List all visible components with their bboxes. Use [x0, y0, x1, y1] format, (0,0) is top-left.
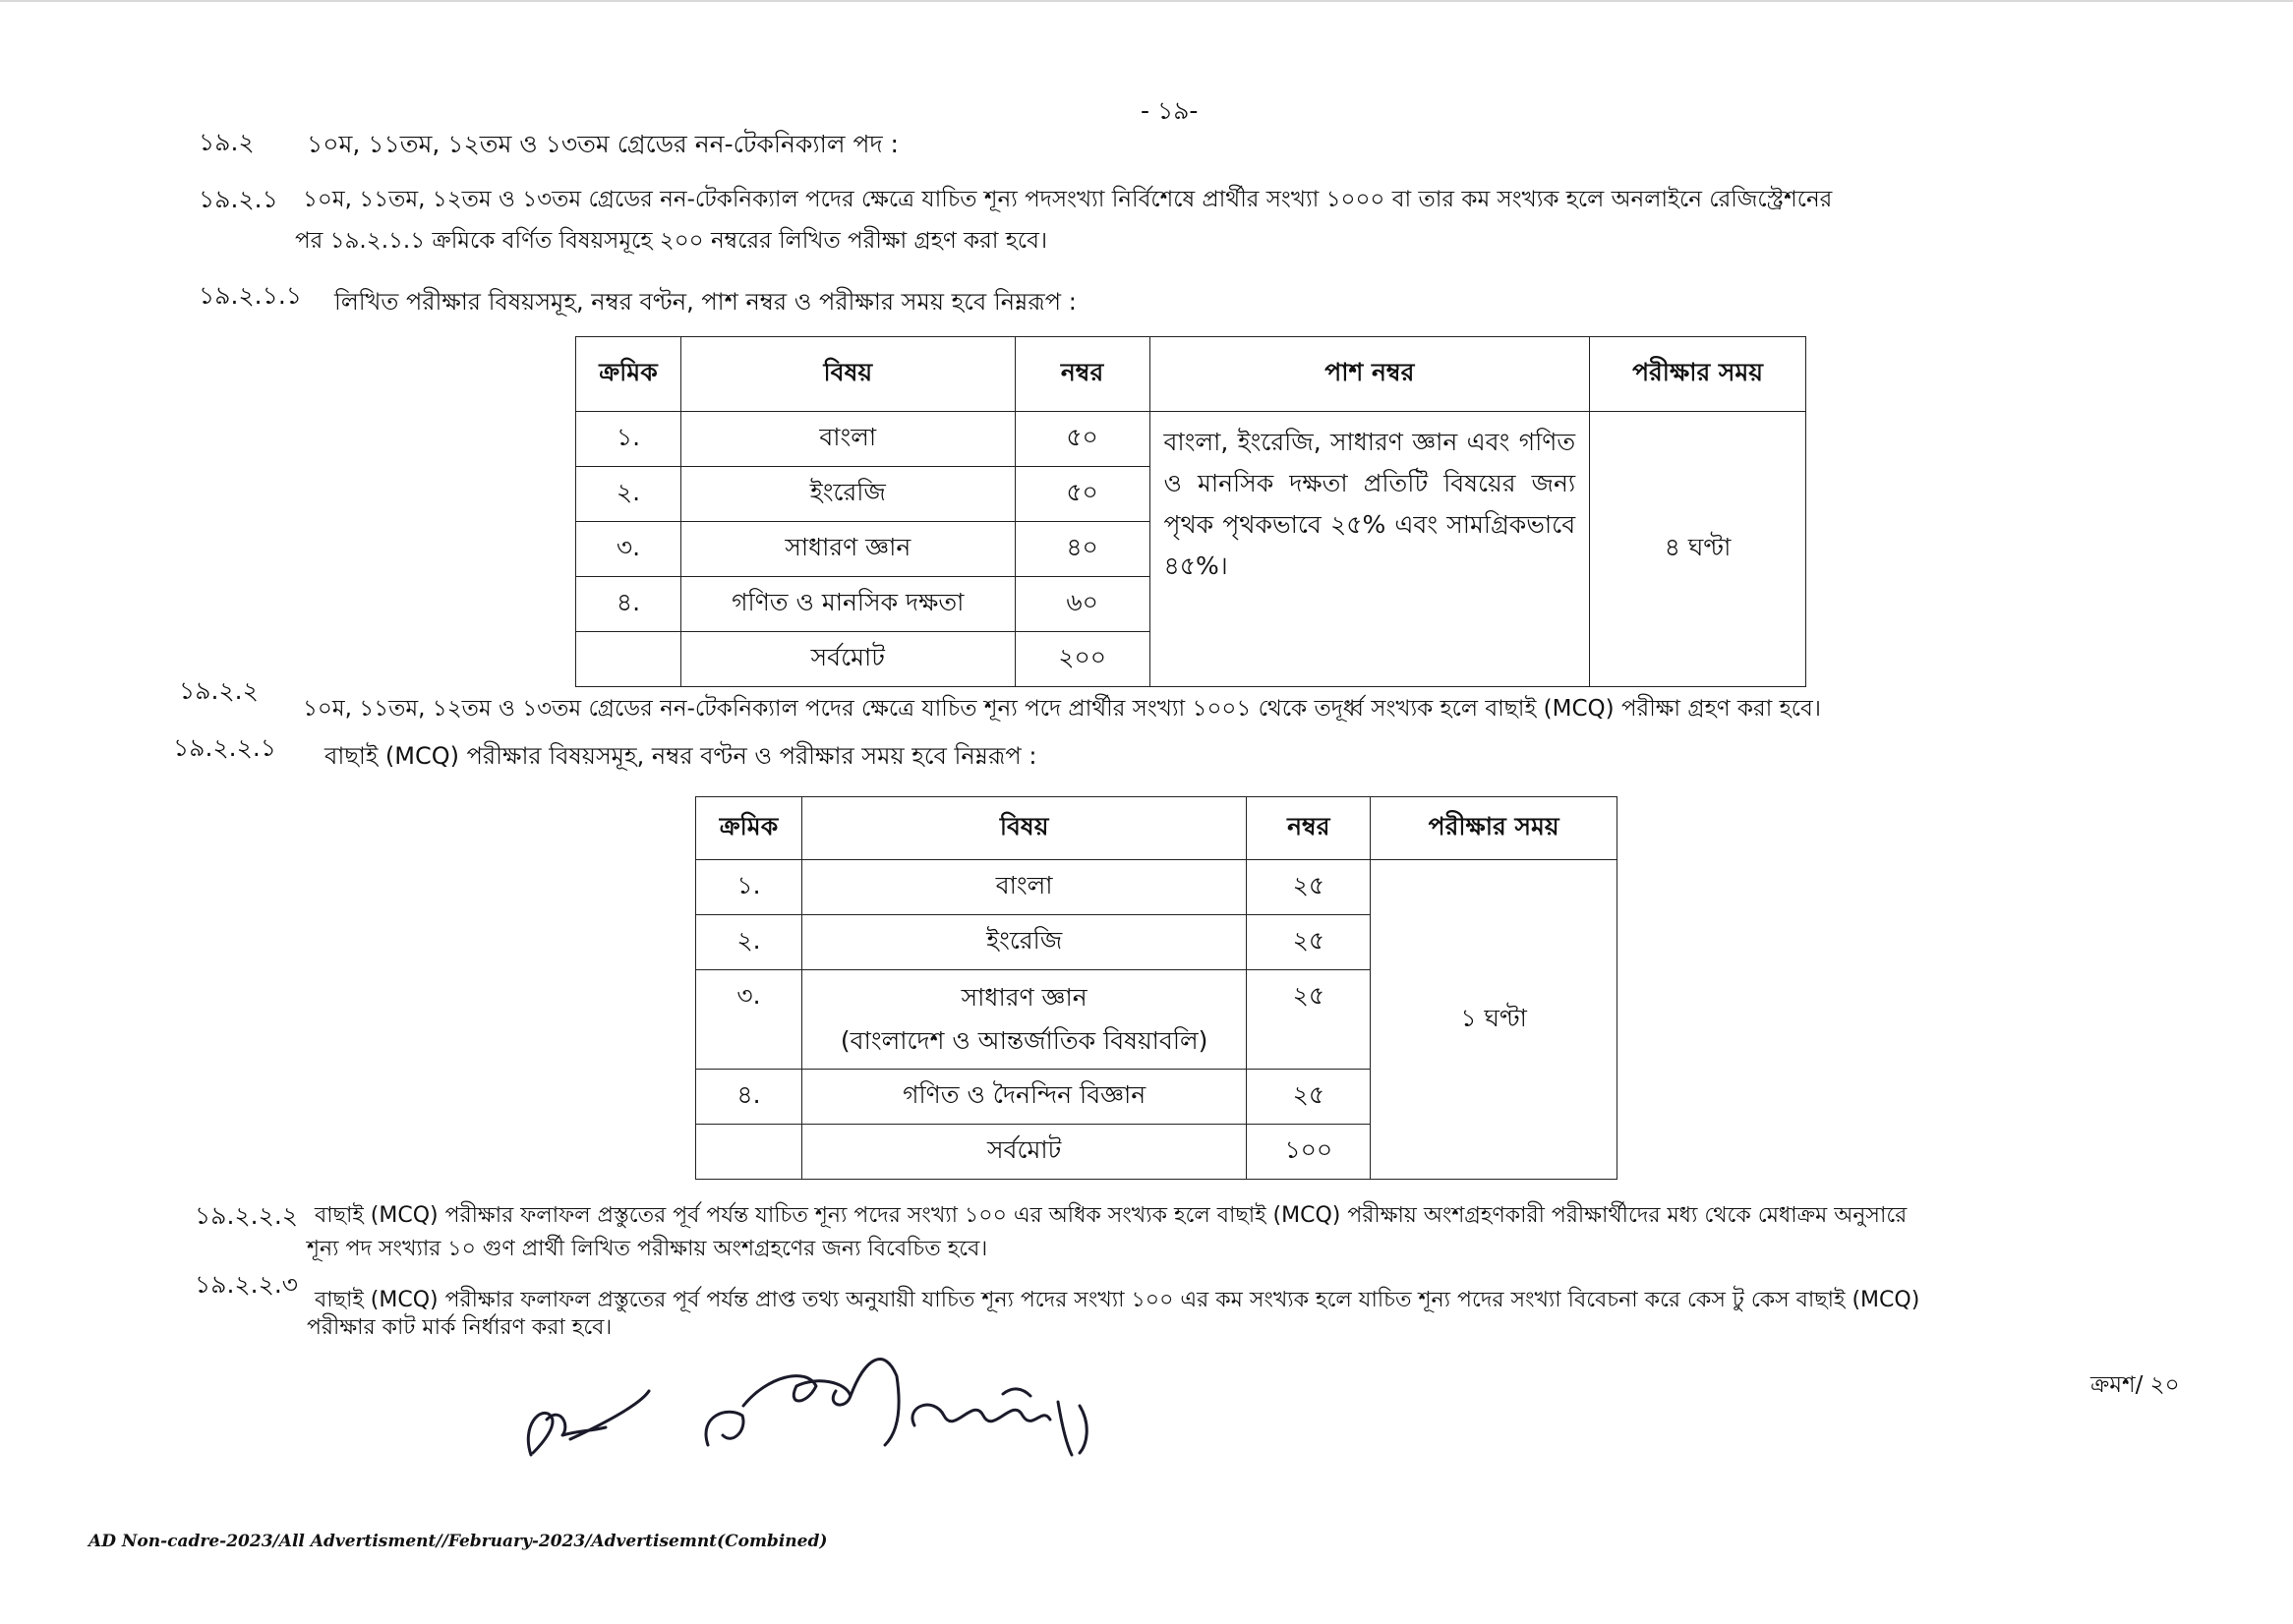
table1-serial: ৪.	[576, 577, 681, 632]
table2-header-serial: ক্রমিক	[696, 797, 802, 860]
table1-header-pass-marks: পাশ নম্বর	[1149, 337, 1590, 412]
section-19-2-2-1-text: বাছাই (MCQ) পরীক্ষার বিষয়সমূহ, নম্বর বণ্টন ও পরীক্ষার সময় হবে নিম্নরূপ :	[324, 742, 1037, 770]
table2-total-value: ১০০	[1247, 1125, 1371, 1180]
mcq-exam-table	[695, 796, 1617, 1180]
table2-serial: ২.	[696, 915, 802, 970]
table1-marks: ৬০	[1015, 577, 1149, 632]
section-number-19-2-2-2: ১৯.২.২.২	[195, 1201, 299, 1230]
table1-exam-time: ৪ ঘণ্টা	[1590, 412, 1806, 687]
footer-reference: AD Non-cadre-2023/All Advertisment//February-2023/Advertisemnt(Combined)	[88, 1532, 828, 1551]
section-number-19-2: ১৯.২	[199, 128, 255, 156]
section-number-19-2-2-1: ১৯.২.২.১	[173, 733, 277, 762]
table1-total-label: সর্বমোট	[680, 632, 1015, 687]
table1-header-exam-time: পরীক্ষার সময়	[1590, 337, 1806, 412]
section-19-2-1-line2: পর ১৯.২.১.১ ক্রমিকে বর্ণিত বিষয়সমূহে ২০০ নম্বরের লিখিত পরীক্ষা গ্রহণ করা হবে।	[295, 228, 1048, 254]
table2-empty-cell	[696, 1125, 802, 1180]
table2-serial: ৩.	[696, 970, 802, 1070]
table1-subject: বাংলা	[680, 412, 1015, 467]
table1-serial: ১.	[576, 412, 681, 467]
table2-serial: ৪.	[696, 1070, 802, 1125]
table2-marks: ২৫	[1247, 970, 1371, 1070]
section-heading-19-2: ১০ম, ১১তম, ১২তম ও ১৩তম গ্রেডের নন-টেকনিক্যাল পদ :	[307, 130, 899, 158]
table-row	[576, 412, 1806, 467]
table2-marks: ২৫	[1247, 915, 1371, 970]
handwritten-signatures	[511, 1337, 1121, 1475]
table2-subject: গণিত ও দৈনন্দিন বিজ্ঞান	[801, 1070, 1246, 1125]
section-number-19-2-2: ১৯.২.২	[179, 676, 259, 705]
table2-exam-time: ১ ঘণ্টা	[1371, 860, 1617, 1180]
table2-header-subject: বিষয়	[801, 797, 1246, 860]
table1-header-subject: বিষয়	[680, 337, 1015, 412]
table1-marks: ৪০	[1015, 522, 1149, 577]
table-row	[696, 860, 1617, 915]
table1-subject: গণিত ও মানসিক দক্ষতা	[680, 577, 1015, 632]
section-number-19-2-1-1: ১৯.২.১.১	[199, 281, 302, 310]
table1-empty-cell	[576, 632, 681, 687]
section-19-2-1-1-text: লিখিত পরীক্ষার বিষয়সমূহ, নম্বর বণ্টন, পাশ নম্বর ও পরীক্ষার সময় হবে নিম্নরূপ :	[334, 288, 1077, 316]
table2-subject: সাধারণ জ্ঞান	[961, 983, 1088, 1012]
section-number-19-2-1: ১৯.২.১	[199, 185, 278, 213]
table2-subject: বাংলা	[801, 860, 1246, 915]
table1-subject: ইংরেজি	[680, 467, 1015, 522]
section-19-2-2-2-line1: বাছাই (MCQ) পরীক্ষার ফলাফল প্রস্তুতের পূর্ব পর্যন্ত যাচিত শূন্য পদের সংখ্যা ১০০ এর অধিক সংখ্যক হলে বাছাই (MCQ) পরীক্ষায় অংশগ্রহণকারী পরীক্ষার্থীদের মধ্য থেকে মেধাক্রম অনুসারে	[315, 1203, 1908, 1228]
page-number: - ১৯-	[1141, 96, 1199, 125]
table1-header-marks: নম্বর	[1015, 337, 1149, 412]
scan-edge-line	[0, 0, 2293, 2]
table2-header-marks: নম্বর	[1247, 797, 1371, 860]
table2-marks: ২৫	[1247, 1070, 1371, 1125]
table1-pass-marks-text: বাংলা, ইংরেজি, সাধারণ জ্ঞান এবং গণিত ও মানসিক দক্ষতা প্রতিটি বিষয়ের জন্য পৃথক পৃথকভাবে ২৫% এবং সামগ্রিকভাবে ৪৫%।	[1149, 412, 1590, 687]
section-number-19-2-2-3: ১৯.২.২.৩	[195, 1270, 299, 1299]
section-19-2-2-2-line2: শূন্য পদ সংখ্যার ১০ গুণ প্রার্থী লিখিত পরীক্ষায় অংশগ্রহণের জন্য বিবেচিত হবে।	[307, 1237, 988, 1261]
section-19-2-2-text: ১০ম, ১১তম, ১২তম ও ১৩তম গ্রেডের নন-টেকনিক্যাল পদের ক্ষেত্রে যাচিত শূন্য পদে প্রার্থীর সংখ্যা ১০০১ থেকে তদূর্ধ্ব সংখ্যক হলে বাছাই (MCQ) পরীক্ষা গ্রহণ করা হবে।	[303, 696, 1822, 722]
table2-serial: ১.	[696, 860, 802, 915]
table1-subject: সাধারণ জ্ঞান	[680, 522, 1015, 577]
table2-subject-sub: (বাংলাদেশ ও আন্তর্জাতিক বিষয়াবলি)	[840, 1026, 1208, 1055]
section-19-2-2-3-line1: বাছাই (MCQ) পরীক্ষার ফলাফল প্রস্তুতের পূর্ব পর্যন্ত প্রাপ্ত তথ্য অনুযায়ী যাচিত শূন্য পদের সংখ্যা ১০০ এর কম সংখ্যক হলে যাচিত শূন্য পদের সংখ্যা বিবেচনা করে কেস টু কেস বাছাই (MCQ)	[315, 1288, 1920, 1312]
table1-marks: ৫০	[1015, 467, 1149, 522]
table2-subject-gk	[801, 970, 1246, 1070]
table2-marks: ২৫	[1247, 860, 1371, 915]
table1-total-value: ২০০	[1015, 632, 1149, 687]
written-exam-table	[575, 336, 1806, 687]
continued-label: ক্রমশ/ ২০	[2090, 1372, 2180, 1398]
section-19-2-1-line1: ১০ম, ১১তম, ১২তম ও ১৩তম গ্রেডের নন-টেকনিক্যাল পদের ক্ষেত্রে যাচিত শূন্য পদসংখ্যা নির্বিশেষে প্রার্থীর সংখ্যা ১০০০ বা তার কম সংখ্যক হলে অনলাইনে রেজিস্ট্রেশনের	[303, 187, 1833, 212]
section-19-2-2-3-line2: পরীক্ষার কাট মার্ক নির্ধারণ করা হবে।	[307, 1315, 613, 1340]
table1-serial: ৩.	[576, 522, 681, 577]
table2-subject: ইংরেজি	[801, 915, 1246, 970]
table2-header-exam-time: পরীক্ষার সময়	[1371, 797, 1617, 860]
table2-total-label: সর্বমোট	[801, 1125, 1246, 1180]
table1-marks: ৫০	[1015, 412, 1149, 467]
table1-header-serial: ক্রমিক	[576, 337, 681, 412]
table1-serial: ২.	[576, 467, 681, 522]
